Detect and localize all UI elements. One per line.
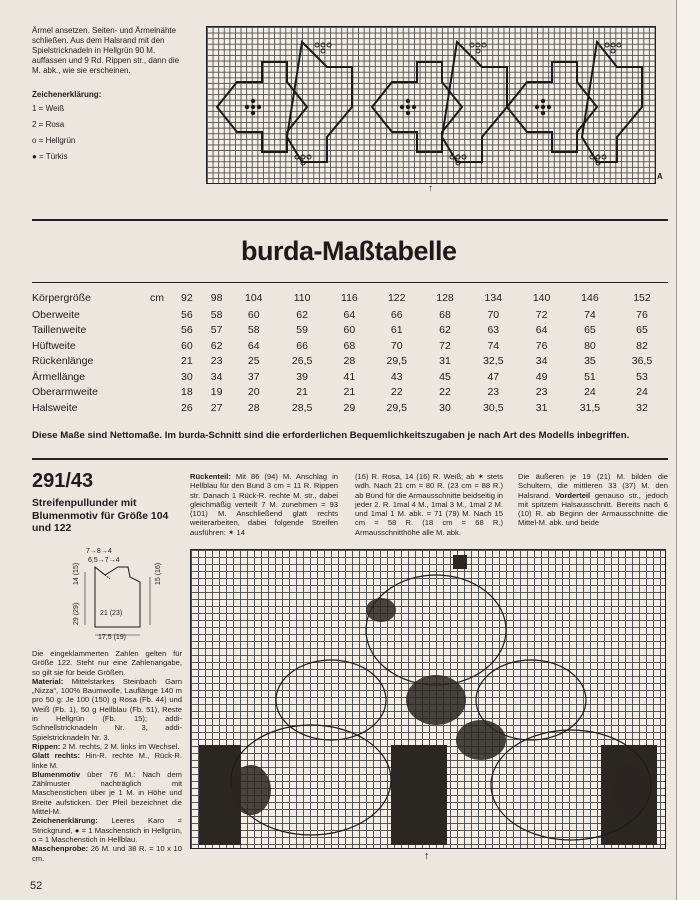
cell: 58 — [210, 308, 223, 321]
schematic-label: 14 (15) — [73, 562, 80, 585]
cell: 72 — [439, 339, 451, 352]
cell: 21 — [181, 355, 193, 368]
cell: 66 — [390, 308, 403, 321]
size-col: 92 — [181, 292, 193, 304]
cell: 51 — [584, 370, 596, 383]
schematic-diagram — [70, 547, 180, 642]
cell: 60 — [181, 339, 193, 352]
cell: 65 — [584, 324, 596, 337]
cell: 34 — [535, 355, 548, 368]
legend-item: 2 = Rosa — [32, 120, 65, 129]
cell: 64 — [535, 324, 548, 337]
top-chart-motif — [207, 27, 655, 183]
legend — [32, 90, 182, 162]
cell: 65 — [636, 324, 648, 337]
row-label: Oberweite — [32, 308, 80, 321]
cell: 35 — [584, 355, 596, 368]
cell: 68 — [439, 308, 451, 321]
size-col: 104 — [245, 292, 263, 304]
paragraph: Blumenmotiv über 76 M.: Nach dem Zählmuster nachträglich mit Maschenstichen über je 1 M. in Höhe und Breite aufsticken. Der Pfeil bezeichnet die Mittel-M. — [32, 769, 182, 817]
header-label: Körpergröße — [32, 292, 91, 304]
cell: 30,5 — [483, 401, 504, 414]
table-row — [32, 400, 668, 416]
sweater-schematic — [70, 547, 180, 642]
legend-item: o = Hellgrün — [32, 136, 76, 145]
schematic-label: 29 (29) — [73, 602, 80, 625]
cell: 34 — [210, 370, 223, 383]
cell: 62 — [296, 308, 308, 321]
cell: 70 — [487, 308, 500, 321]
cell: 74 — [487, 339, 500, 352]
cell: 27 — [210, 401, 223, 414]
schematic-label: 6,5→7→4 — [88, 557, 120, 564]
paragraph: Die eingeklammerten Zahlen gelten für Größe 122. Steht nur eine Zahlenangabe, so gilt sie für beide Größen. — [32, 649, 182, 677]
cell: 37 — [247, 370, 260, 383]
cell: 47 — [487, 370, 500, 383]
schematic-label: 7→8→4 — [86, 548, 112, 555]
cell: 64 — [247, 339, 260, 352]
cell: 32 — [636, 401, 648, 414]
top-note: Ärmel ansetzen. Seiten- und Ärmelnähte schließen. Aus dem Halsrand mit den Spielstricknadeln in Hellgrün 90 M. auffassen und 9 Rd. Rippen str., dann die M. abk., wie sie erscheinen. — [32, 26, 180, 75]
adjacent-page-edge — [676, 0, 700, 900]
cell: 26,5 — [291, 355, 313, 368]
cell: 57 — [210, 324, 223, 337]
cell: 43 — [390, 370, 403, 383]
cell: 26 — [181, 401, 193, 414]
cell: 72 — [535, 308, 548, 321]
cell: 21 — [343, 386, 356, 399]
size-col: 128 — [436, 292, 454, 304]
size-table — [32, 289, 668, 416]
cell: 60 — [343, 324, 356, 337]
size-col: 140 — [532, 292, 551, 304]
cell: 60 — [247, 308, 260, 321]
pattern-subtitle: Streifenpullunder mit Blumenmotiv für Größe 104 und 122 — [32, 498, 169, 534]
cell: 53 — [636, 370, 648, 383]
top-knitting-chart — [206, 26, 656, 184]
size-col: 134 — [484, 292, 503, 304]
row-label: Hüftweite — [32, 339, 76, 352]
cell: 56 — [181, 324, 193, 337]
cell: 29 — [343, 401, 356, 414]
table-row — [32, 338, 668, 354]
row-label: Oberarmweite — [32, 386, 98, 399]
paragraph: Zeichenerklärung: Leeres Karo = Strickgrund, ● = 1 Maschenstich in Hellgrün, o = 1 Maschenstich in Hellblau. — [32, 816, 182, 844]
divider-table — [32, 282, 668, 283]
cell: 36,5 — [631, 355, 653, 368]
cell: 30 — [439, 401, 451, 414]
unit-label: cm — [150, 292, 164, 304]
cell: 31,5 — [579, 401, 601, 414]
column-3-text: (16) R. Rosa, 14 (16) R. Weiß; ab ✶ stets wdh. Nach 21 cm = 80 R. (23 cm = 88 R.) ab Bund für die Armausschnitte beidseitig in jeder 2. R. 1mal 4 M., 1mal 3 M., 1mal 2 M. und 1mal 1 M. abk. = 71 (79) M. Nach 15 cm = 58 R. (18 cm = 68 R.) Armausschnitthöhe alle M. abk. — [355, 472, 503, 537]
paragraph: Glatt rechts: Hin-R. rechte M., Rück-R. linke M. — [32, 751, 183, 770]
paragraph: Rippen: 2 M. rechts, 2 M. links im Wechsel. — [32, 741, 180, 751]
cell: 23 — [487, 386, 500, 399]
cell: 80 — [584, 339, 596, 352]
cell: 70 — [390, 339, 403, 352]
row-label: Rückenlänge — [32, 355, 94, 368]
cell: 74 — [584, 308, 596, 321]
cell: 22 — [439, 386, 451, 399]
cell: 23 — [210, 355, 223, 368]
size-col: 122 — [387, 292, 406, 304]
cell: 28 — [247, 401, 260, 414]
cell: 28 — [343, 355, 356, 368]
chart-label-a: A — [657, 172, 663, 181]
cell: 21 — [296, 386, 308, 399]
table-row — [32, 307, 668, 323]
cell: 76 — [636, 308, 648, 321]
cell: 66 — [296, 339, 308, 352]
cell: 56 — [181, 308, 193, 321]
table-row — [32, 369, 668, 385]
cell: 23 — [535, 386, 548, 399]
center-arrow-icon: ↑ — [428, 183, 433, 194]
divider-top — [32, 219, 668, 221]
size-col: 152 — [633, 292, 651, 304]
table-header-row — [32, 289, 668, 307]
cell: 76 — [535, 339, 548, 352]
column-4-text: Die äußeren je 19 (21) M. bilden die Schultern, die mittleren 33 (37) M. den Halsrand. Vorderteil genauso str., jedoch mit spitzem Halsausschnitt. Bereits nach 6 (10) R. ab Beginn der Armausschnitte die Mittel-M. abk. und beide — [518, 472, 668, 528]
cell: 82 — [636, 339, 648, 352]
cell: 58 — [247, 324, 260, 337]
cell: 59 — [296, 324, 308, 337]
flower-chart-motif — [191, 550, 665, 848]
cell: 20 — [247, 386, 260, 399]
table-row — [32, 323, 668, 339]
cell: 19 — [210, 386, 223, 399]
column-2-text: Rückenteil: Mit 86 (94) M. Anschlag in Hellblau für den Bund 3 cm = 11 R. Rippen str. Danach 1 Rück-R. rechte M. str., dabei gleichmäßig verteilt 7 M. zunehmen = 93 (101) M. Anschließend glatt rechts weiterarbeiten, dabei folgende Streifen ausführen: ✶ 14 — [190, 472, 338, 537]
cell: 22 — [390, 386, 403, 399]
paragraph: Material: Mittelstarkes Steinbach Garn „Nizza“, 100% Baumwolle, Lauflänge 140 m pro 50 g: Je 100 (150) g Rosa (Fb. 44) und Weiß (Fb. 1), 50 g Hellblau (Fb. 51), Reste in Hellgrün (Fb. 15); addi-Schnellstricknadeln Nr. 3, addi-Spielstricknadeln Nr. 3. — [32, 676, 182, 742]
page-number: 52 — [30, 880, 43, 892]
size-col: 116 — [341, 292, 358, 304]
cell: 63 — [487, 324, 500, 337]
cell: 28,5 — [291, 401, 313, 414]
cell: 61 — [390, 324, 403, 337]
row-label: Taillenweite — [32, 324, 87, 337]
cell: 24 — [636, 386, 648, 399]
size-col: 110 — [293, 292, 311, 304]
cell: 49 — [535, 370, 548, 383]
table-row — [32, 385, 668, 401]
schematic-label: 17,5 (19) — [98, 634, 127, 641]
cell: 30 — [181, 370, 193, 383]
cell: 31 — [535, 401, 548, 414]
left-column-text — [32, 649, 182, 863]
legend-item: ● = Türkis — [32, 152, 68, 161]
cell: 62 — [439, 324, 451, 337]
cell: 32,5 — [483, 355, 504, 368]
row-label: Ärmellänge — [32, 370, 86, 383]
divider-pattern — [32, 458, 668, 460]
cell: 39 — [296, 370, 308, 383]
cell: 31 — [439, 355, 451, 368]
cell: 18 — [181, 386, 193, 399]
schematic-label: 21 (23) — [100, 610, 123, 617]
cell: 24 — [584, 386, 596, 399]
paragraph: Maschenprobe: 26 M. und 38 R. = 10 x 10 cm. — [32, 844, 182, 863]
schematic-label: 15 (16) — [155, 562, 162, 585]
cell: 29,5 — [386, 355, 407, 368]
table-note: Diese Maße sind Nettomaße. Im burda-Schnitt sind die erforderlichen Bequemlichkeitszugaben je nach Art des Modells inbegriffen. — [32, 430, 630, 441]
cell: 25 — [247, 355, 260, 368]
legend-item: 1 = Weiß — [32, 104, 65, 113]
table-row — [32, 354, 668, 370]
cell: 29,5 — [386, 401, 407, 414]
pattern-number: 291/43 — [32, 470, 94, 492]
cell: 64 — [343, 308, 356, 321]
center-stitch-arrow-icon: ↑ — [424, 850, 430, 862]
size-col: 146 — [581, 292, 599, 304]
flower-knitting-chart — [190, 549, 666, 849]
row-label: Halsweite — [32, 401, 78, 414]
legend-title: Zeichenerklärung: — [32, 90, 102, 99]
size-col: 98 — [210, 292, 223, 304]
cell: 68 — [343, 339, 356, 352]
cell: 41 — [343, 370, 356, 383]
cell: 45 — [439, 370, 451, 383]
cell: 62 — [210, 339, 223, 352]
table-title: burda-Maßtabelle — [241, 236, 457, 266]
